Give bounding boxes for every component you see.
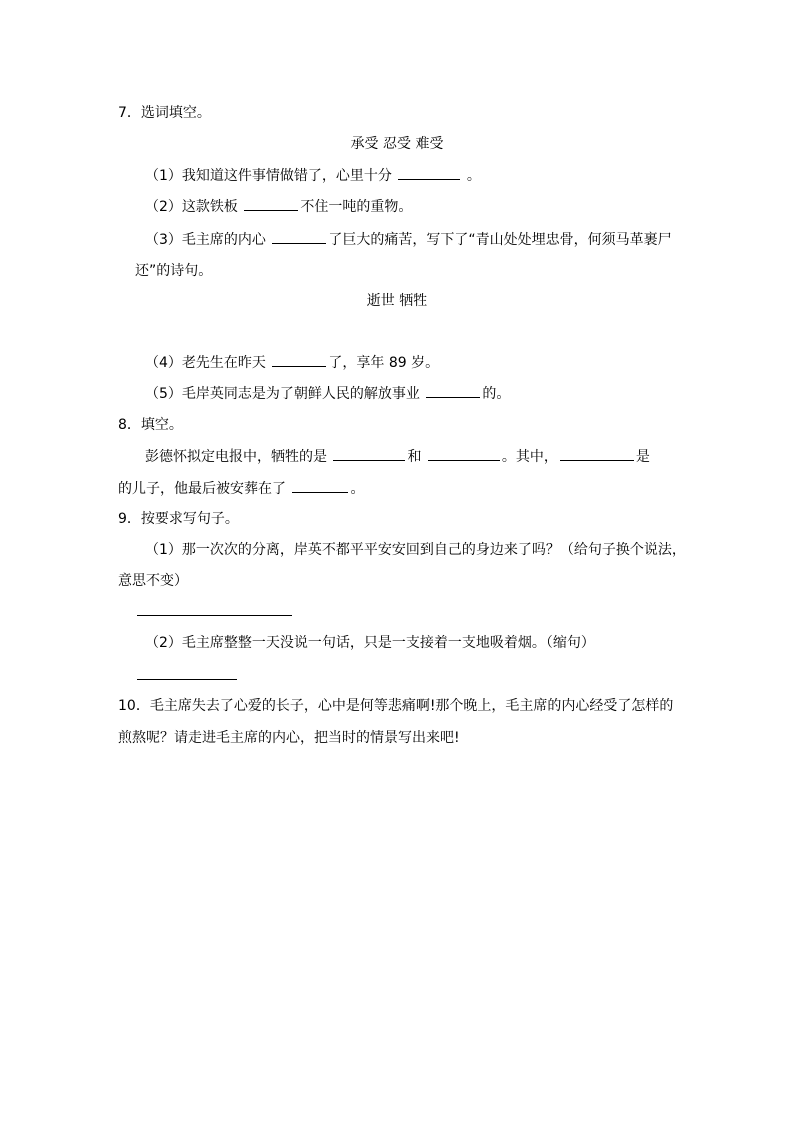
q9-answer-line-1[interactable]: [137, 615, 292, 616]
answer-blank[interactable]: [244, 197, 298, 211]
q9-answer-line-2[interactable]: [137, 679, 237, 680]
q7-word-bank-1: 承受 忍受 难受: [350, 136, 444, 152]
answer-blank[interactable]: [272, 230, 326, 244]
answer-blank[interactable]: [292, 479, 348, 493]
q10-line-1: 10．毛主席失去了心爱的长子，心中是何等悲痛啊!那个晚上，毛主席的内心经受了怎样的: [118, 698, 674, 714]
q7-sentence-3-cont: 还”的诗句。: [135, 263, 213, 279]
answer-blank[interactable]: [272, 353, 326, 367]
q9-title: 9．按要求写句子。: [118, 511, 239, 527]
q7-sentence-1: （1）我知道这件事情做错了，心里十分 。: [145, 168, 481, 184]
q9-sentence-1-cont: 意思不变）: [118, 573, 188, 589]
q8-paragraph-line-2: 的儿子，他最后被安葬在了 。: [118, 481, 365, 497]
q8-paragraph-line-1: 彭德怀拟定电报中，牺牲的是 和 。其中， 是: [145, 449, 650, 465]
answer-blank[interactable]: [560, 447, 634, 461]
q9-sentence-2: （2）毛主席整整一天没说一句话，只是一支接着一支地吸着烟。（缩句）: [145, 635, 595, 651]
q7-sentence-5: （5）毛岸英同志是为了朝鲜人民的解放事业 的。: [145, 386, 511, 402]
answer-blank[interactable]: [426, 384, 480, 398]
q7-sentence-3: （3）毛主席的内心 了巨大的痛苦，写下了“青山处处埋忠骨，何须马革裹尸: [145, 232, 672, 248]
q7-title: 7．选词填空。: [118, 105, 211, 121]
q7-word-bank-2: 逝世 牺牲: [366, 293, 428, 309]
q9-sentence-1: （1）那一次次的分离，岸英不都平平安安回到自己的身边来了吗？（给句子换个说法，: [145, 542, 686, 558]
answer-blank[interactable]: [333, 447, 405, 461]
q7-sentence-2: （2）这款铁板 不住一吨的重物。: [145, 199, 413, 215]
q10-line-2: 煎熬呢？请走进毛主席的内心，把当时的情景写出来吧!: [118, 730, 460, 746]
answer-blank[interactable]: [428, 447, 500, 461]
answer-blank[interactable]: [398, 166, 460, 180]
q7-sentence-4: （4）老先生在昨天 了，享年 89 岁。: [145, 355, 440, 371]
q8-title: 8．填空。: [118, 417, 183, 433]
